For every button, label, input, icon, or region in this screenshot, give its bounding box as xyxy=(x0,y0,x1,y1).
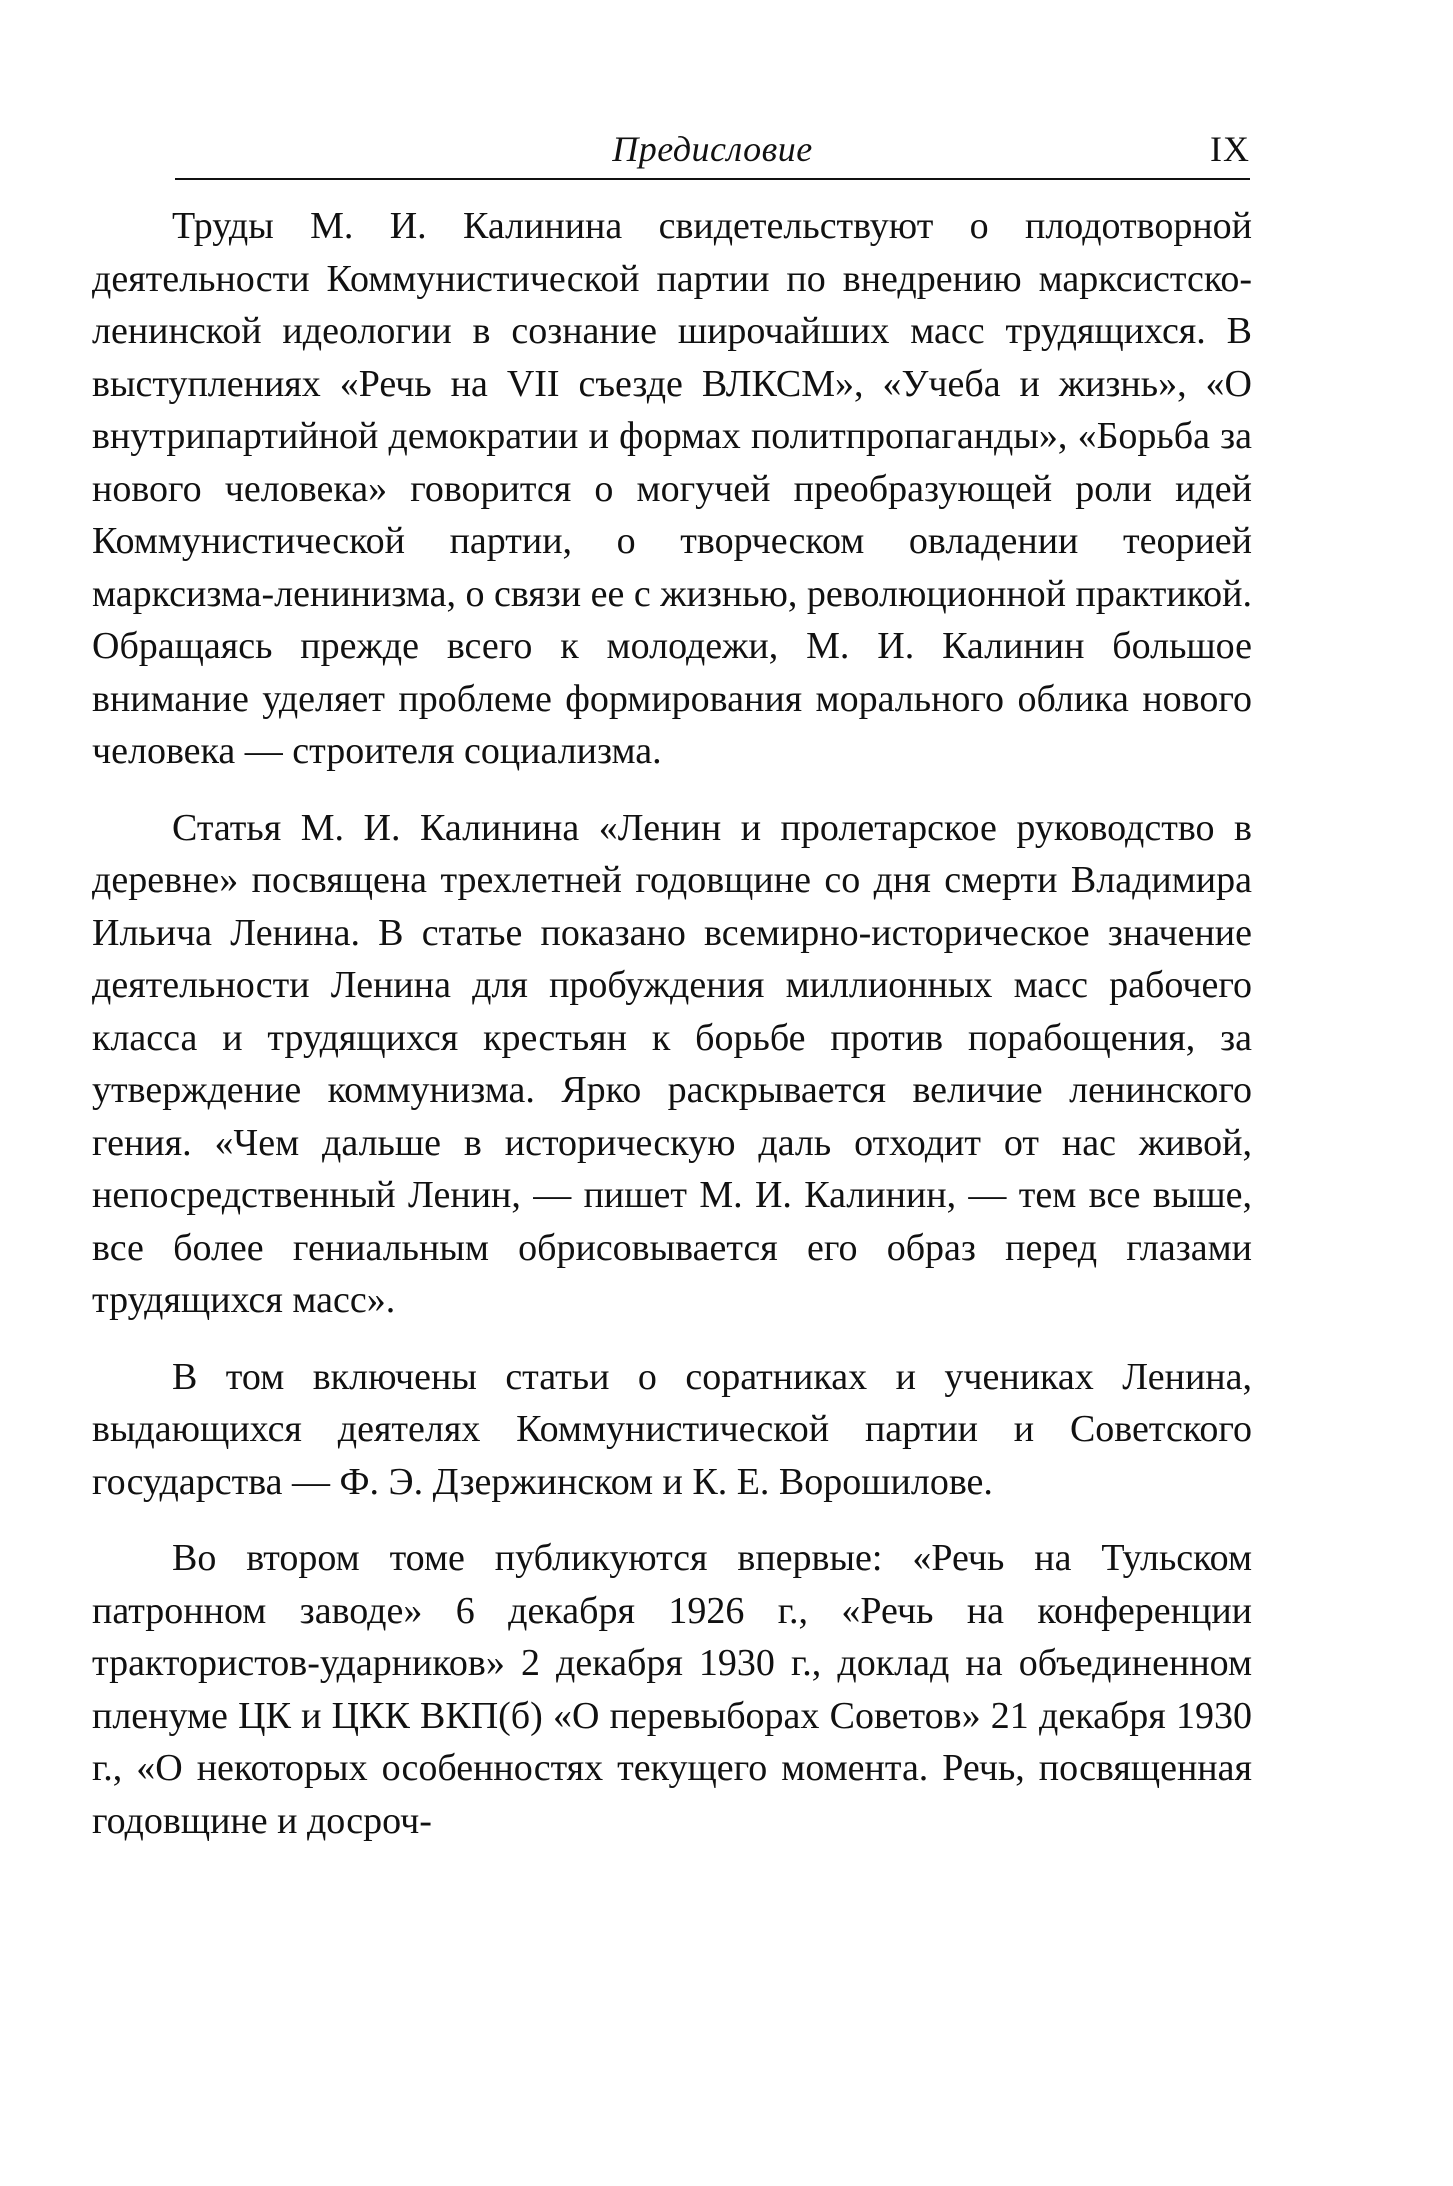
running-title: Предисловие xyxy=(612,129,813,169)
paragraph-2: Статья М. И. Калинина «Ленин и пролетарское руководство в деревне» посвящена трехлетней годовщине со дня смерти Владимира Ильича Ленина. В статье показано всемирно-историческое значение деятельности Ленина для пробуждения миллионных масс рабочего класса и трудящихся крестьян к борьбе против порабощения, за утверждение коммунизма. Ярко раскрывается величие ленинского гения. «Чем дальше в историческую даль отходит от нас живой, непосредственный Ленин, — пишет М. И. Калинин, — тем все выше, все более гениальным обрисовывается его образ перед глазами трудящихся масс». xyxy=(92,806,1252,1321)
page-number: IX xyxy=(1210,129,1250,169)
paragraph-1: Труды М. И. Калинина свидетельствуют о плодотворной деятельности Коммунистической партии по внедрению марксистско-ленинской идеологии в сознание широчайших масс трудящихся. В выступлениях «Речь на VII съезде ВЛКСМ», «Учеба и жизнь», «О внутрипартийной демократии и формах политпропаганды», «Борьба за нового человека» говорится о могучей преобразующей роли идей Коммунистической партии, о творческом овладении теорией марксизма-ленинизма, о связи ее с жизнью, революционной практикой. Обращаясь прежде всего к молодежи, М. И. Калинин большое внимание уделяет проблеме формирования морального облика нового человека — строителя социализма. xyxy=(92,205,1252,772)
body-text xyxy=(92,200,1252,1847)
paragraph-3: В том включены статьи о соратниках и учениках Ленина, выдающихся деятелях Коммунистической партии и Советского государства — Ф. Э. Дзержинском и К. Е. Ворошилове. xyxy=(92,1355,1252,1503)
page-header xyxy=(175,120,1250,180)
paragraph-4: Во втором томе публикуются впервые: «Речь на Тульском патронном заводе» 6 декабря 1926 г., «Речь на конференции трактористов-ударников» 2 декабря 1930 г., доклад на объединенном пленуме ЦК и ЦКК ВКП(б) «О перевыборах Советов» 21 декабря 1930 г., «О некоторых особенностях текущего момента. Речь, посвященная годовщине и досроч- xyxy=(92,1537,1252,1842)
